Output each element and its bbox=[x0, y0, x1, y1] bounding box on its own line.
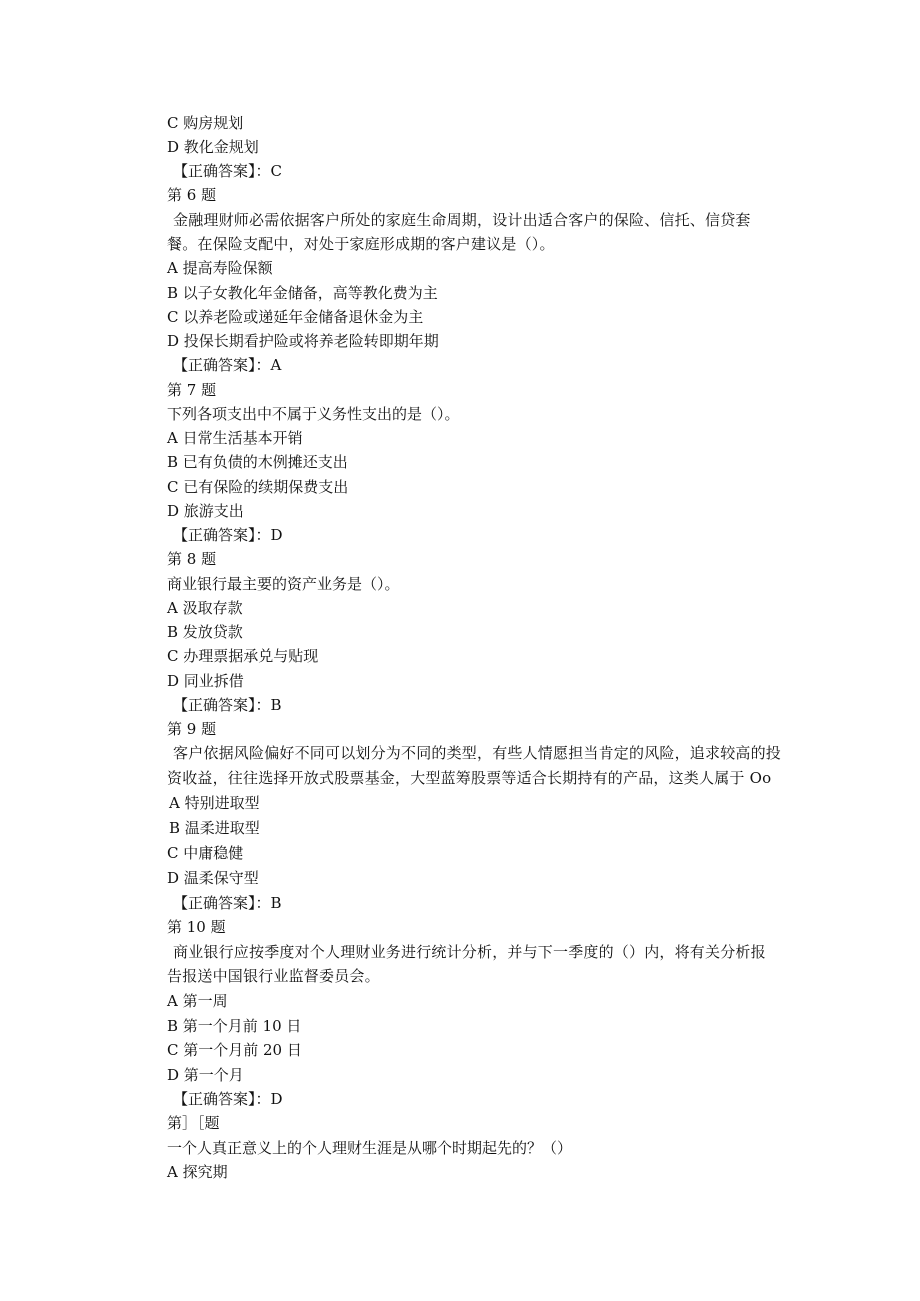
answer-q8: 【正确答案】：B bbox=[173, 696, 282, 714]
option-d-q8: D 同业拆借 bbox=[167, 672, 244, 690]
option-b-q10: B 第一个月前 10 日 bbox=[167, 1017, 302, 1035]
question-text-6-line2: 餐。在保险支配中，对处于家庭形成期的客户建议是（）。 bbox=[167, 235, 555, 253]
option-c-q7: C 已有保险的续期保费支出 bbox=[167, 478, 349, 496]
question-heading-6: 第 6 题 bbox=[167, 186, 217, 204]
option-a-q7: A 日常生活基本开销 bbox=[167, 429, 303, 447]
option-c-q8: C 办理票据承兑与贴现 bbox=[167, 647, 319, 665]
question-heading-9: 第 9 题 bbox=[167, 720, 217, 738]
answer-q6: 【正确答案】：A bbox=[173, 356, 282, 374]
answer-q7: 【正确答案】：D bbox=[173, 526, 283, 544]
question-heading-10: 第 10 题 bbox=[167, 918, 226, 936]
question-text-8: 商业银行最主要的资产业务是（）。 bbox=[167, 575, 400, 593]
option-d-q10: D 第一个月 bbox=[167, 1066, 244, 1084]
option-a-q10: A 第一周 bbox=[167, 992, 228, 1010]
option-d-q9: D 温柔保守型 bbox=[167, 869, 259, 887]
option-a-q8: A 汲取存款 bbox=[167, 599, 243, 617]
answer-q5: 【正确答案】：C bbox=[173, 162, 282, 180]
question-text-10-line2: 告报送中国银行业监督委员会。 bbox=[167, 967, 380, 985]
question-heading-8: 第 8 题 bbox=[167, 550, 217, 568]
option-b-q8: B 发放贷款 bbox=[167, 623, 243, 641]
option-c-q6: C 以养老险或递延年金储备退休金为主 bbox=[167, 308, 424, 326]
question-text-6-line1: 金融理财师必需依据客户所处的家庭生命周期，设计出适合客户的保险、信托、信贷套 bbox=[173, 211, 751, 229]
option-c-q9: C 中庸稳健 bbox=[167, 844, 244, 862]
answer-q10: 【正确答案】：D bbox=[173, 1090, 283, 1108]
option-d-q7: D 旅游支出 bbox=[167, 502, 244, 520]
option-b-q9: B 温柔进取型 bbox=[169, 819, 260, 837]
question-text-7: 下列各项支出中不属于义务性支出的是（）。 bbox=[167, 405, 460, 423]
option-c-q10: C 第一个月前 20 日 bbox=[167, 1041, 302, 1059]
question-text-9-line1: 客户依据风险偏好不同可以划分为不同的类型，有些人情愿担当肯定的风险，追求较高的投 bbox=[173, 744, 782, 762]
option-a-q6: A 提高寿险保额 bbox=[167, 259, 273, 277]
option-a-q11: A 探究期 bbox=[167, 1163, 228, 1181]
question-text-9-line2: 资收益，往往选择开放式股票基金，大型蓝筹股票等适合长期持有的产品，这类人属于 Oo bbox=[167, 769, 772, 787]
question-text-10-line1: 商业银行应按季度对个人理财业务进行统计分析，并与下一季度的（）内，将有关分析报 bbox=[173, 943, 766, 961]
question-text-11: 一个人真正意义上的个人理财生涯是从哪个时期起先的？（） bbox=[167, 1139, 573, 1157]
option-b-q6: B 以子女教化年金储备，高等教化费为主 bbox=[167, 284, 438, 302]
option-c-q5: C 购房规划 bbox=[167, 114, 244, 132]
question-heading-11: 第］［题 bbox=[167, 1114, 220, 1132]
option-d-q6: D 投保长期看护险或将养老险转即期年期 bbox=[167, 332, 439, 350]
question-heading-7: 第 7 题 bbox=[167, 381, 217, 399]
option-d-q5: D 教化金规划 bbox=[167, 138, 259, 156]
option-a-q9: A 特别进取型 bbox=[169, 794, 260, 812]
answer-q9: 【正确答案】：B bbox=[173, 894, 282, 912]
option-b-q7: B 已有负债的木例摊还支出 bbox=[167, 453, 348, 471]
